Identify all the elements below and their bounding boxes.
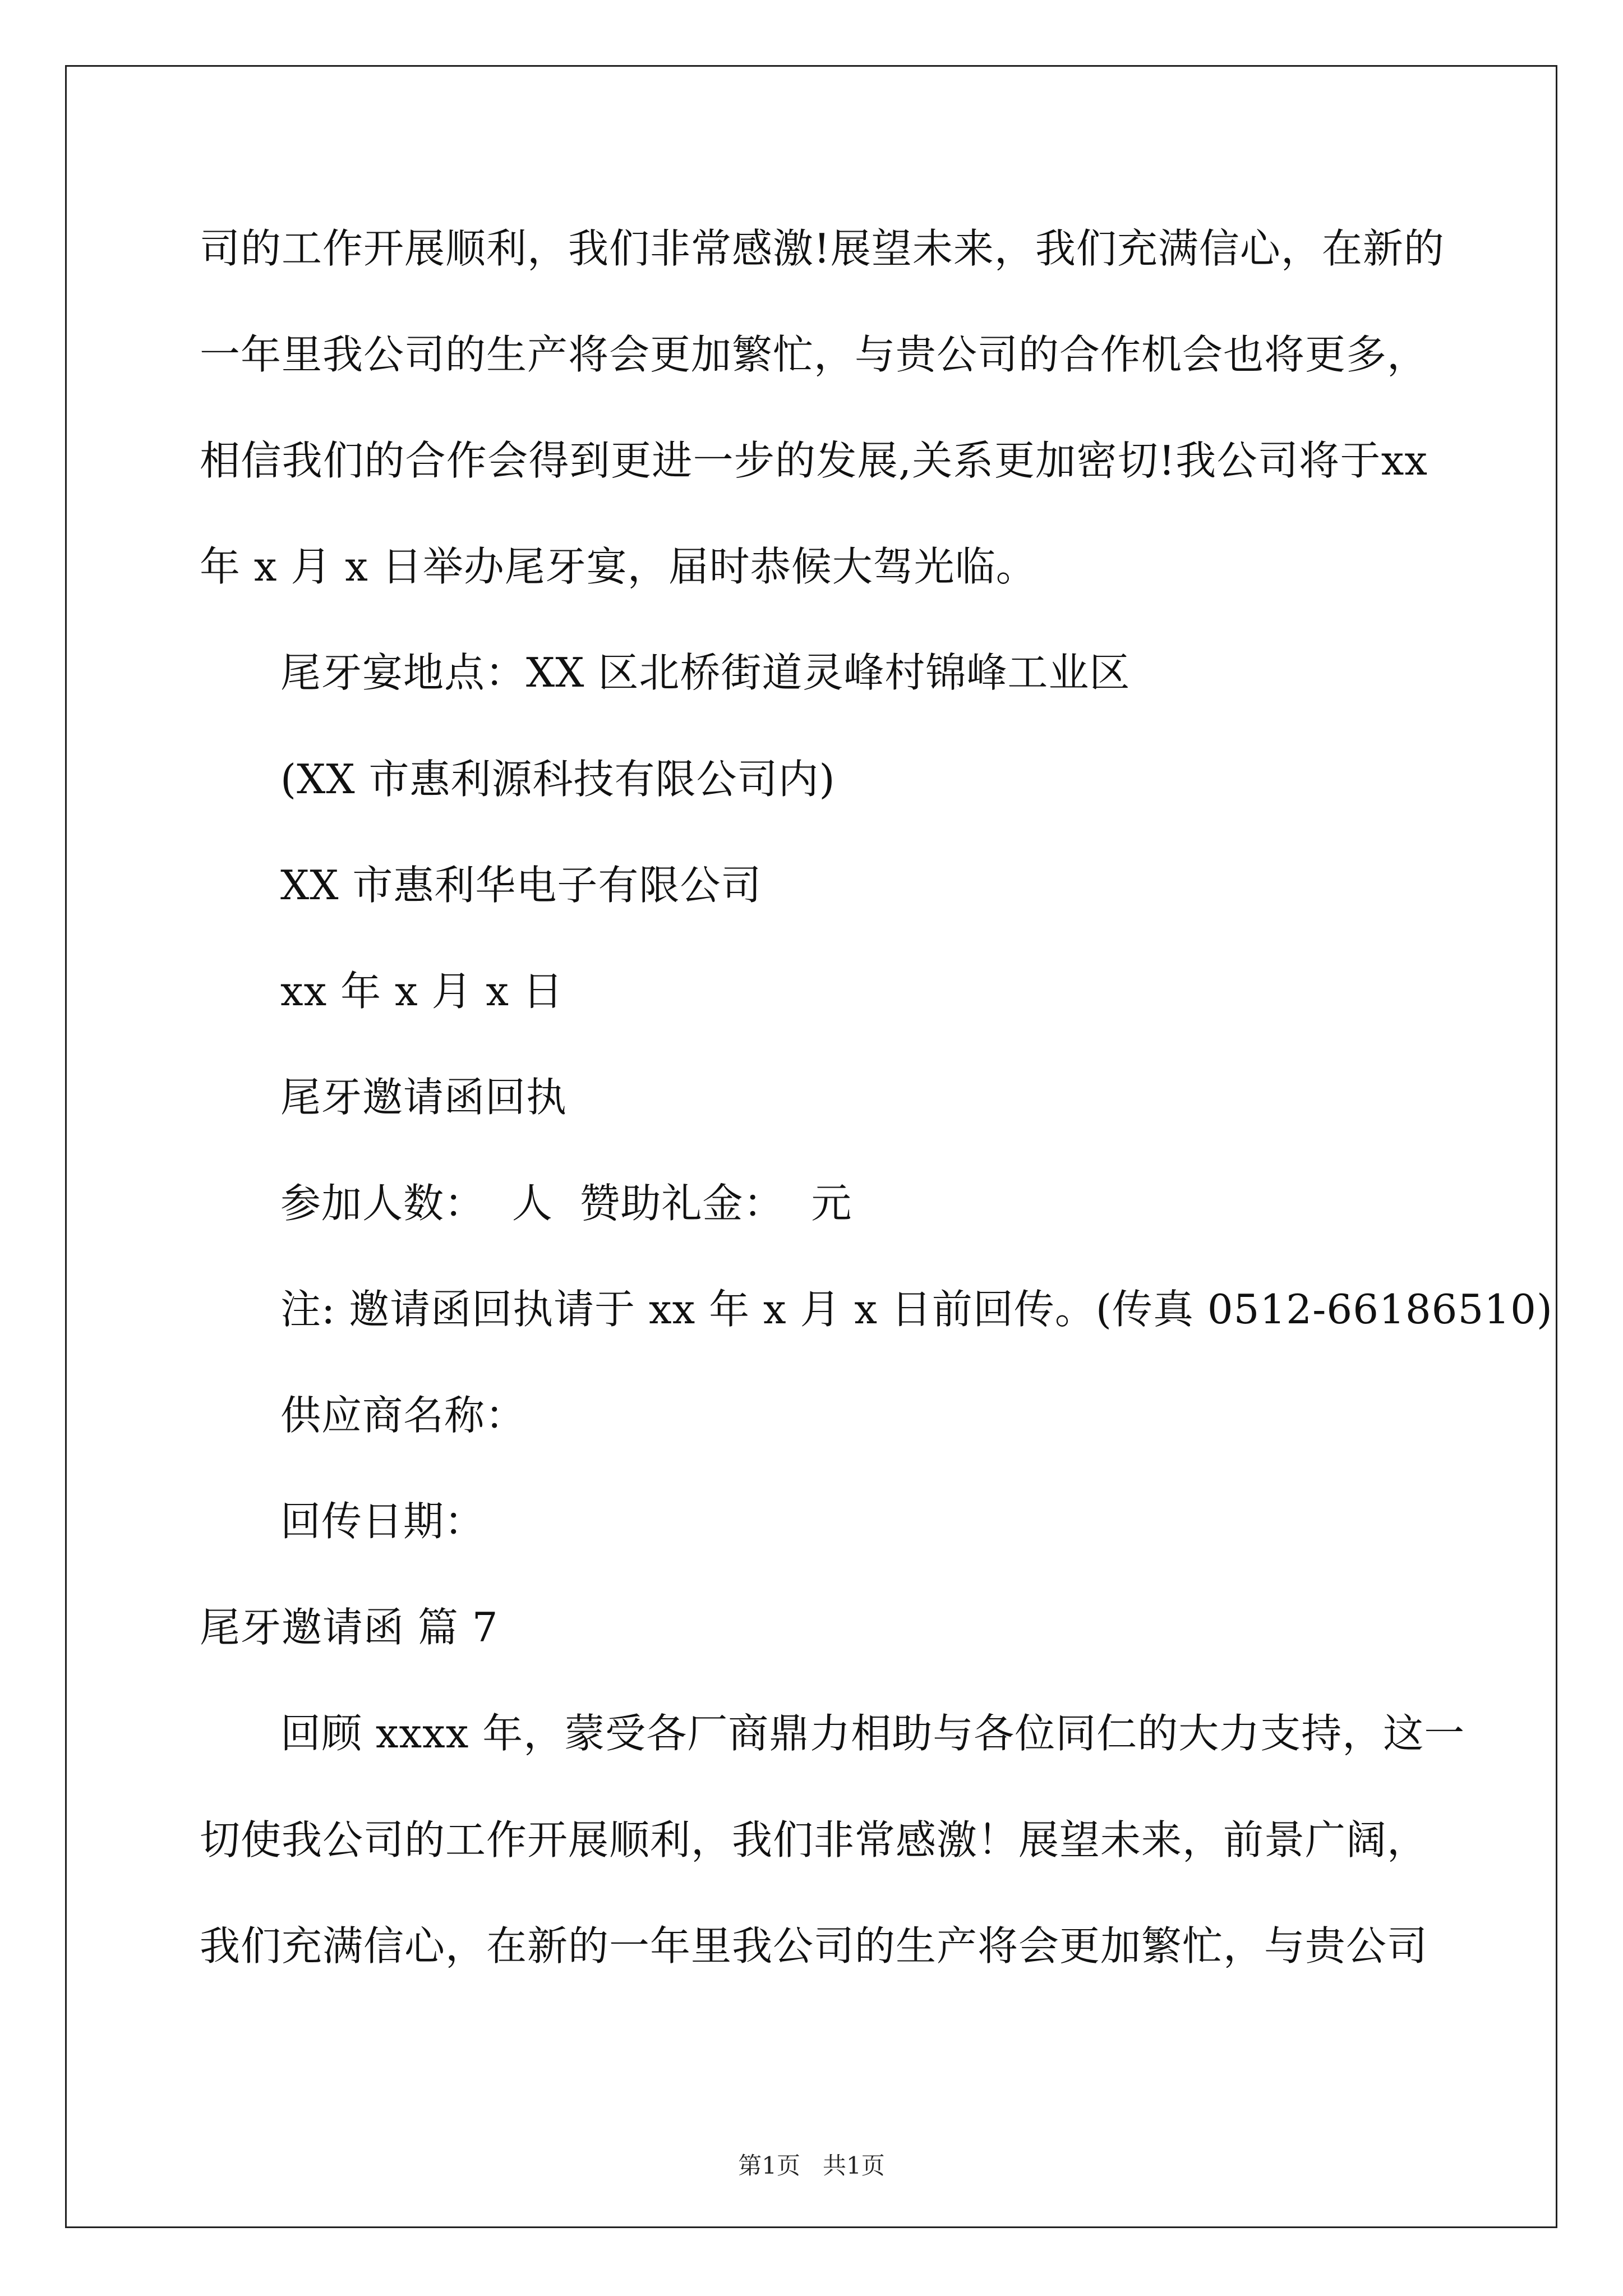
reply-date-line: 回传日期： <box>280 1498 486 1545</box>
venue-note-line: (XX 市惠利源科技有限公司内) <box>280 756 836 803</box>
paragraph-line: 司的工作开展顺利，我们非常感激!展望未来，我们充满信心，在新的 <box>200 225 1445 272</box>
paragraph-line: 切使我公司的工作开展顺利，我们非常感激！展望未来，前景广阔， <box>200 1816 1428 1864</box>
note-line: 注: 邀请函回执请于 xx 年 x 月 x 日前回传。(传真 0512-66186510) <box>280 1286 1553 1333</box>
paragraph-line: 年 x 月 x 日举办尾牙宴，届时恭候大驾光临。 <box>200 543 1037 590</box>
reply-title: 尾牙邀请函回执 <box>280 1074 568 1121</box>
company-name: XX 市惠利华电子有限公司 <box>280 862 762 909</box>
paragraph-line: 相信我们的合作会得到更进一步的发展,关系更加密切!我公司将于xx <box>200 437 1428 484</box>
venue-line: 尾牙宴地点：XX 区北桥街道灵峰村锦峰工业区 <box>280 649 1131 696</box>
supplier-name-line: 供应商名称： <box>280 1392 527 1439</box>
page-footer: 第1页 共1页 <box>738 2152 885 2179</box>
paragraph-line: 我们充满信心，在新的一年里我公司的生产将会更加繁忙，与贵公司 <box>200 1922 1428 1970</box>
paragraph-line: 一年里我公司的生产将会更加繁忙，与贵公司的合作机会也将更多， <box>200 331 1428 378</box>
page-border <box>65 65 1557 2228</box>
attendance-line: 参加人数： 人 赞助礼金： 元 <box>280 1180 852 1227</box>
section-heading: 尾牙邀请函 篇 7 <box>200 1604 499 1651</box>
date-line: xx 年 x 月 x 日 <box>280 968 564 1015</box>
paragraph-line: 回顾 xxxx 年，蒙受各厂商鼎力相助与各位同仁的大力支持，这一 <box>280 1710 1465 1757</box>
